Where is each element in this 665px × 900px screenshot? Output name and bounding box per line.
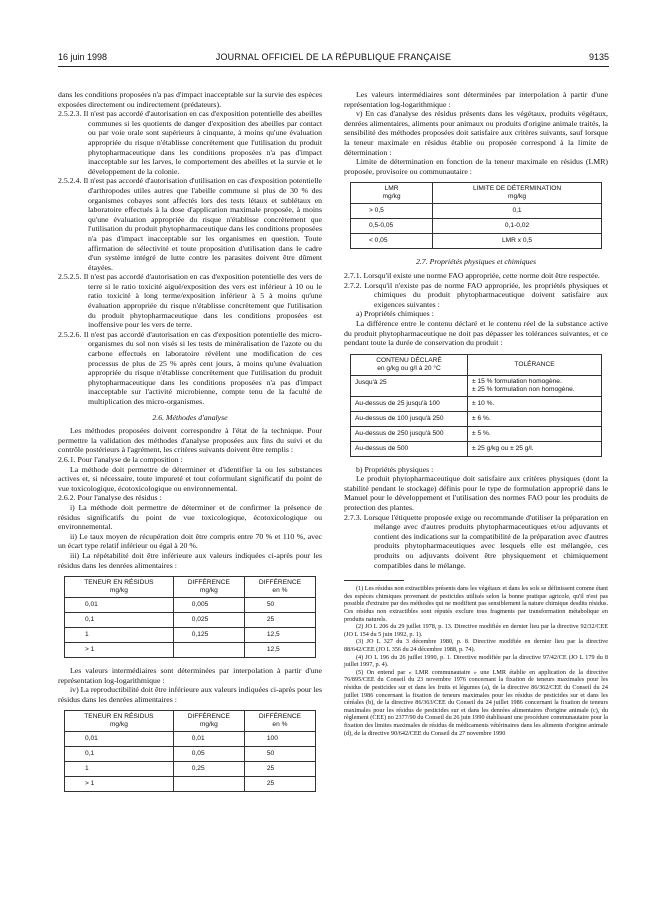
table-cell: Jusqu'à 25 bbox=[351, 375, 468, 396]
table-cell: 0,1 bbox=[433, 204, 602, 219]
table-row bbox=[65, 747, 316, 762]
table-row bbox=[351, 411, 602, 426]
section-2-5-2-4: 2.5.2.4. Il n'est pas accordé d'autorisation d'utilisation en cas d'exposition potentielle d'arthropodes utiles autres que l'abeille commune si plus de 30 % des organismes cobayes sont affectés lors des tests létaux et sublétaux en laboratoire effectués à la dose d'application maximale proposée, à moins qu'une évaluation appropriée du risque n'établisse concrètement que l'utilisation du produit phytopharmaceutique dans les conditions proposées n'a pas d'impact inacceptable sur les organismes en question. Toute affirmation de sélectivité et toute proposition d'utilisation dans le cadre d'un système intégré de lutte contre les parasites doivent être dûment étayées. bbox=[58, 176, 322, 272]
section-2-7-1: 2.7.1. Lorsqu'il existe une norme FAO appropriée, cette norme doit être respectée. bbox=[344, 270, 600, 280]
table-cell: 0,05 bbox=[173, 747, 244, 762]
table-cell: ± 15 % formulation homogène. ± 25 % formulation non homogène. bbox=[468, 375, 602, 396]
paragraph: a) Propriétés chimiques : bbox=[356, 309, 434, 319]
paragraph: i) La méthode doit permettre de déterminer et de confirmer la présence de résidus significatifs du point de vue toxicologique, écotoxicologique ou environnemental. bbox=[58, 502, 322, 532]
paragraph: Les valeurs intermédiaires sont déterminées par interpolation à partir d'une représentation log-logarithmique : bbox=[344, 90, 608, 109]
table-cell: 0,25 bbox=[173, 762, 244, 777]
table-cell: 12,5 bbox=[244, 628, 315, 643]
right-column bbox=[344, 90, 608, 737]
paragraph: La différence entre le contenu déclaré et le contenu réel de la substance active du produit phytopharmaceutique ne doit pas dépasser les tolérances suivantes, et ce pendant toute la durée de conservation du produit : bbox=[344, 318, 608, 348]
table-row bbox=[65, 762, 316, 777]
section-2-7-3: 2.7.3. Lorsque l'étiquette proposée exige ou recommande d'utiliser la préparation en mélange avec d'autres produits phytopharmaceutiques et/ou adjuvants et contient des indications sur la compatibilité de la préparation avec d'autres produits phytopharmaceutiques avec lesquels elle est mélangée, ces produits ou adjuvants doivent être physiquement et chimiquement compatibles dans le mélange. bbox=[344, 512, 608, 570]
table-cell: 0,125 bbox=[173, 628, 244, 643]
table-cell: 25 bbox=[244, 777, 315, 792]
table-row bbox=[65, 643, 316, 658]
table-cell: Au-dessus de 500 bbox=[351, 441, 468, 456]
table-row bbox=[65, 613, 316, 628]
table-cell: < 0,05 bbox=[351, 234, 433, 249]
table-cell: 0,01 bbox=[173, 732, 244, 747]
paragraph: ii) Le taux moyen de récupération doit être compris entre 70 % et 110 %, avec un écart type relatif inférieur ou égal à 20 %. bbox=[58, 531, 322, 551]
table-header: DIFFÉRENCE mg/kg bbox=[173, 711, 244, 732]
paragraph: Les méthodes proposées doivent correspondre à l'état de la technique. Pour permettre la validation des méthodes d'analyse proposées aux fins du suivi et du contrôle postérieurs à l'agrément, les critères suivants doivent être remplis : bbox=[58, 426, 322, 455]
table-header: TOLÉRANCE bbox=[468, 354, 602, 375]
table-cell: > 1 bbox=[65, 643, 174, 658]
table-row bbox=[351, 234, 602, 249]
paragraph: La méthode doit permettre de déterminer et d'identifier la ou les substances actives et, si nécessaire, toute impureté et tout coformulant significatif du point de vue toxicologique, écotoxicologique ou environnemental. bbox=[58, 464, 322, 493]
table-cell: 0,5-0,05 bbox=[351, 219, 433, 234]
section-2-7-2: 2.7.2. Lorsqu'il n'existe pas de norme FAO appropriée, les propriétés physiques et chimiques du produit phytopharmaceutique doivent satisfaire aux exigences suivantes : bbox=[344, 280, 608, 309]
footnote: (3) JO L 327 du 3 décembre 1980, p. 8. Directive modifiée en dernier lieu par la directive 88/642/CEE (JO L 356 du 24 décembre 1988, p. 74). bbox=[344, 638, 608, 653]
table-cell: ± 10 %. bbox=[468, 396, 602, 411]
table-header: CONTENU DÉCLARÉ en g/kg ou g/l à 20 °C bbox=[351, 354, 468, 375]
reproducibility-table bbox=[64, 710, 316, 792]
table-header: TENEUR EN RÉSIDUS mg/kg bbox=[65, 577, 174, 598]
table-header: DIFFÉRENCE en % bbox=[244, 577, 315, 598]
table-cell bbox=[173, 777, 244, 792]
footnote: (4) JO L 196 du 26 juillet 1990, p. 1. Directive modifiée par la directive 97/42/CE (JO L 179 du 8 juillet 1997, p. 4). bbox=[344, 653, 608, 669]
table-cell: 25 bbox=[244, 613, 315, 628]
section-2-6-1: 2.6.1. Pour l'analyse de la composition : bbox=[58, 454, 183, 464]
footnote: (1) Les résidus non extractibles présents dans les végétaux et dans les sols se définissent comme étant des espèces chimiques provenant de pesticides utilisés selon la bonne pratique agricole, qu'il n'est pas possible d'extraire par des méthodes qui ne modifient pas sensiblement la nature chimique desdits résidus. Ces résidus non extractibles sont réputés exclure tous fragments par transformation métabolique en produits naturels. bbox=[344, 585, 608, 623]
table-cell: 12,5 bbox=[244, 643, 315, 658]
table-header: TENEUR EN RÉSIDUS mg/kg bbox=[65, 711, 174, 732]
table-cell bbox=[173, 643, 244, 658]
table-row bbox=[351, 396, 602, 411]
table-cell: 1 bbox=[65, 762, 174, 777]
table-cell: > 0,5 bbox=[351, 204, 433, 219]
paragraph: iii) La répétabilité doit être inférieure aux valeurs indiquées ci-après pour les résidus dans les denrées alimentaires : bbox=[58, 550, 322, 570]
section-2-5-2-6: 2.5.2.6. Il n'est pas accordé d'autorisation en cas d'exposition potentielle des micro-organismes du sol non visés si les tests de minéralisation de l'azote ou du carbone effectués en laboratoire révèlent une modification de ces processus de plus de 25 % après cent jours, à moins qu'une évaluation appropriée du risque n'établisse concrètement que l'utilisation du produit phytopharmaceutique dans les conditions proposées n'a pas d'impact inacceptable sur l'activité microbienne, compte tenu de la faculté de multiplication des micro-organismes. bbox=[58, 329, 322, 406]
table-cell: LMR x 0,5 bbox=[433, 234, 602, 249]
page-number: 9135 bbox=[588, 52, 609, 62]
table-cell: 0,1 bbox=[65, 747, 174, 762]
table-row bbox=[65, 777, 316, 792]
repeatability-table bbox=[64, 576, 316, 658]
table-row bbox=[65, 628, 316, 643]
footnote: (2) JO L 206 du 29 juillet 1978, p. 13. Directive modifiée en dernier lieu par la directive 92/32/CEE (JO L 154 du 5 juin 1992, p. 1). bbox=[344, 623, 608, 638]
table-cell: > 1 bbox=[65, 777, 174, 792]
table-cell: ± 5 %. bbox=[468, 426, 602, 441]
table-cell: Au-dessus de 250 jusqu'à 500 bbox=[351, 426, 468, 441]
paragraph: dans les conditions proposées n'a pas d'impact inacceptable sur la survie des espèces exposées directement ou indirectement (prédateurs). bbox=[58, 90, 322, 109]
table-row bbox=[351, 441, 602, 456]
table-row bbox=[65, 732, 316, 747]
table-cell: 50 bbox=[244, 598, 315, 613]
tolerance-table bbox=[350, 354, 602, 457]
footnote: (5) On entend par « LMR communautaire » une LMR établie en application de la directive 76/895/CEE du Conseil du 23 novembre 1976 concernant la fixation de teneurs maximales pour les résidus de pesticides sur et dans les fruits et légumes (a), de la directive 86/362/CEE du Conseil du 24 juillet 1986 concernant la fixation de teneurs maximales pour les résidus de pesticides sur et dans les céréales (b), de la directive 86/363/CEE du Conseil du 24 juillet 1986 concernant la fixation de teneurs maximales pour les résidus de pesticides sur et dans les denrées alimentaires d'origine animale (c), du règlement (CEE) no 2377/90 du Conseil du 26 juin 1990 établissant une procédure communautaire pour la fixation des limites maximales de résidus de médicaments vétérinaires dans les aliments d'origine animale (d), de la directive 90/642/CEE du Conseil du 27 novembre 1990 bbox=[344, 668, 608, 737]
heading-2-6: 2.6. Méthodes d'analyse bbox=[152, 412, 228, 422]
table-cell: 100 bbox=[244, 732, 315, 747]
table-row bbox=[351, 375, 602, 396]
paragraph: Les valeurs intermédiaires sont déterminées par interpolation à partir d'une représentation log-logarithmique : bbox=[58, 666, 322, 685]
table-header: DIFFÉRENCE en % bbox=[244, 711, 315, 732]
header-date: 16 juin 1998 bbox=[58, 52, 108, 62]
journal-title: JOURNAL OFFICIEL DE LA RÉPUBLIQUE FRANÇAISE bbox=[215, 52, 452, 62]
table-cell: Au-dessus de 25 jusqu'à 100 bbox=[351, 396, 468, 411]
table-cell: 0,025 bbox=[173, 613, 244, 628]
table-cell: 0,01 bbox=[65, 732, 174, 747]
table-cell: 0,01 bbox=[65, 598, 174, 613]
table-cell: 50 bbox=[244, 747, 315, 762]
section-2-5-2-5: 2.5.2.5. Il n'est pas accordé d'autorisation en cas d'exposition potentielle des vers de terre si le ratio toxicité aiguë/exposition des vers est inférieur à 10 ou le ratio toxicité à long terme/exposition inférieur à 5 à moins qu'une évaluation appropriée du risque n'établisse concrètement que l'utilisation du produit phytopharmaceutique dans les conditions proposées est inoffensive pour les vers de terre. bbox=[58, 272, 322, 330]
table-row bbox=[351, 426, 602, 441]
paragraph: Le produit phytopharmaceutique doit satisfaire aux critères physiques (dont la stabilité pendant le stockage) définis pour le type de formulation approprié dans le Manuel pour le développement et l'utilisation des normes FAO pour les produits de protection des plantes. bbox=[344, 474, 608, 513]
paragraph: v) En cas d'analyse des résidus présents dans les végétaux, produits végétaux, denrées alimentaires, aliments pour animaux ou produits d'origine animale traités, la sensibilité des méthodes proposées doit satisfaire aux critères suivants, sauf lorsque la teneur maximale en résidus établie ou proposée correspond à la limite de détermination : bbox=[344, 109, 608, 157]
left-column bbox=[58, 90, 322, 800]
table-cell: 25 bbox=[244, 762, 315, 777]
table-header: DIFFÉRENCE mg/kg bbox=[173, 577, 244, 598]
table-cell: Au-dessus de 100 jusqu'à 250 bbox=[351, 411, 468, 426]
table-cell: 0,1 bbox=[65, 613, 174, 628]
section-2-6-2: 2.6.2. Pour l'analyse des résidus : bbox=[58, 493, 162, 503]
table-cell: ± 25 g/kg ou ± 25 g/l. bbox=[468, 441, 602, 456]
table-row bbox=[351, 204, 602, 219]
paragraph: iv) La reproductibilité doit être inférieure aux valeurs indiquées ci-après pour les résidus dans les denrées alimentaires : bbox=[58, 685, 322, 704]
header-rule bbox=[58, 66, 609, 67]
page-header bbox=[58, 52, 609, 66]
table-header: LIMITE DE DÉTERMINATION mg/kg bbox=[433, 183, 602, 204]
table-row bbox=[351, 219, 602, 234]
table-cell: 1 bbox=[65, 628, 174, 643]
table-header: LMR mg/kg bbox=[351, 183, 433, 204]
table-cell: ± 6 %. bbox=[468, 411, 602, 426]
paragraph: b) Propriétés physiques : bbox=[356, 464, 434, 474]
heading-2-7: 2.7. Propriétés physiques et chimiques bbox=[415, 257, 537, 267]
table-cell: 0,005 bbox=[173, 598, 244, 613]
section-2-5-2-3: 2.5.2.3. Il n'est pas accordé d'autorisation en cas d'exposition potentielle des abeilles communes si les quotients de danger d'exposition des abeilles par contact ou par voie orale sont supérieurs à cinquante, à moins qu'une évaluation appropriée du risque n'établisse concrètement que l'utilisation du produit phytopharmaceutique dans les conditions proposées n'a pas d'impact inacceptable sur les larves, le comportement des abeilles et la survie et le développement de la colonie. bbox=[58, 109, 322, 176]
table-row bbox=[65, 598, 316, 613]
lmr-table bbox=[350, 182, 602, 249]
table-cell: 0,1-0,02 bbox=[433, 219, 602, 234]
footnote-rule bbox=[344, 580, 404, 581]
paragraph: Limite de détermination en fonction de la teneur maximale en résidus (LMR) proposée, provisoire ou communautaire : bbox=[344, 157, 608, 176]
